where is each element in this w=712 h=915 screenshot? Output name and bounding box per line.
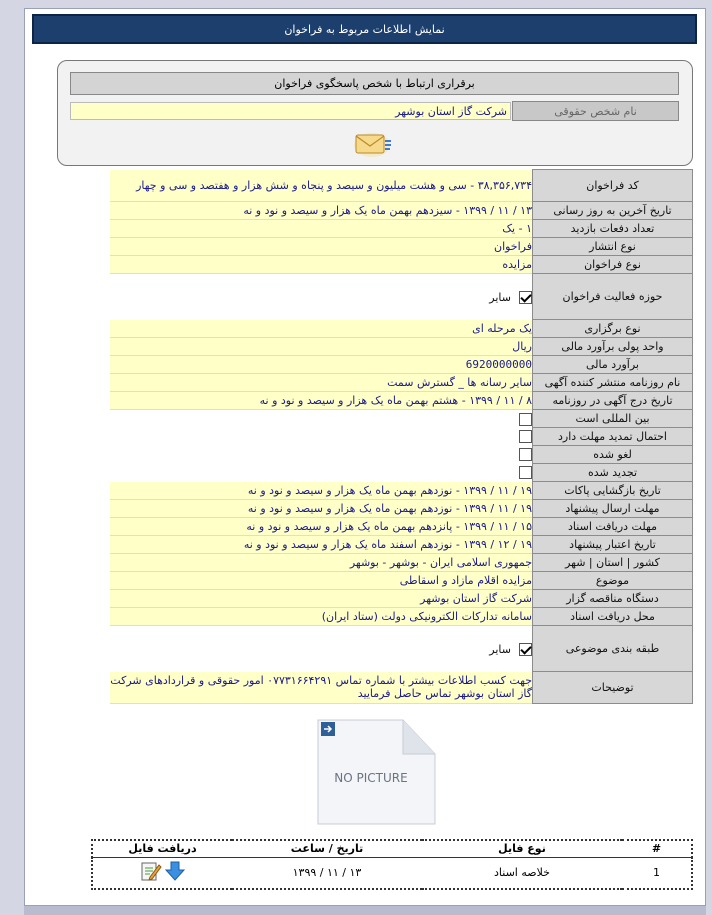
row-activity-area [110,274,693,320]
label-currency: واحد پولی برآورد مالی [533,338,693,356]
label-docs-deadline: مهلت دریافت اسناد [533,518,693,536]
value-category [110,626,533,672]
category-checkbox[interactable] [519,643,532,656]
label-estimate: برآورد مالی [533,356,693,374]
label-location: کشور | استان | شهر [533,554,693,572]
value-holding-type: یک مرحله ای [110,320,533,338]
activity-area-option: سایر [489,290,511,304]
value-newspaper: سایر رسانه ها _ گسترش سمت [110,374,533,392]
contact-header: برقراری ارتباط با شخص پاسخگوی فراخوان [70,72,679,95]
contact-label: نام شخص حقوقی [512,101,679,121]
value-location: جمهوری اسلامی ایران - بوشهر - بوشهر [110,554,533,572]
row-cancelled [110,446,693,464]
row-subject [110,572,693,590]
value-publish-type: فراخوان [110,238,533,256]
label-proposal-deadline: مهلت ارسال پیشنهاد [533,500,693,518]
info-table [110,169,693,704]
no-picture-text: NO PICTURE [334,771,408,785]
row-description [110,672,693,704]
value-validity-date: ۱۹ / ۱۲ / ۱۳۹۹ - نوزدهم اسفند ماه یک هزار و سیصد و نود و نه [110,536,533,554]
footer-bar [24,906,706,915]
value-last-update: ۱۳ / ۱۱ / ۱۳۹۹ - سیزدهم بهمن ماه یک هزار و سیصد و نود و نه [110,202,533,220]
value-code: ۳۸,۳۵۶,۷۳۴ - سی و هشت میلیون و سیصد و پنجاه و شش هزار و هفتصد و سی و چهار [110,170,533,202]
label-docs-place: محل دریافت اسناد [533,608,693,626]
file-num: 1 [653,866,660,880]
label-publish-type: نوع انتشار [533,238,693,256]
label-last-update: تاریخ آخرین به روز رسانی [533,202,693,220]
value-description: جهت کسب اطلاعات بیشتر با شماره تماس ۰۷۷۳۱۶۶۴۲۹۱ امور حقوقی و قراردادهای شرکت گاز استان بوشهر تماس حاصل فرمایید [110,672,533,704]
international-checkbox[interactable] [519,413,532,426]
row-currency [110,338,693,356]
row-newspaper-date [110,392,693,410]
label-organizer: دستگاه مناقصه گزار [533,590,693,608]
label-category: طبقه بندی موضوعی [533,626,693,672]
value-newspaper-date: ۸ / ۱۱ / ۱۳۹۹ - هشتم بهمن ماه یک هزار و سیصد و نود و نه [110,392,533,410]
category-option: سایر [489,642,511,656]
row-docs-deadline [110,518,693,536]
label-cancelled: لغو شده [533,446,693,464]
row-international [110,410,693,428]
label-subject: موضوع [533,572,693,590]
label-international: بین المللی است [533,410,693,428]
files-header-download: دریافت فایل [92,840,232,857]
row-docs-place [110,608,693,626]
download-arrow-icon[interactable] [164,860,186,882]
window-title: نمایش اطلاعات مربوط به فراخوان [32,14,697,44]
value-docs-place: سامانه تدارکات الکترونیکی دولت (ستاد ایران) [110,608,533,626]
value-organizer: شرکت گاز استان بوشهر [110,590,533,608]
row-last-update [110,202,693,220]
extension-checkbox[interactable] [519,430,532,443]
value-opening-date: ۱۹ / ۱۱ / ۱۳۹۹ - نوزدهم بهمن ماه یک هزار و سیصد و نود و نه [110,482,533,500]
label-newspaper: نام روزنامه منتشر کننده آگهی [533,374,693,392]
value-call-type: مزایده [110,256,533,274]
row-call-type [110,256,693,274]
label-call-type: نوع فراخوان [533,256,693,274]
table-row [92,857,692,889]
row-extension [110,428,693,446]
row-location [110,554,693,572]
label-newspaper-date: تاریخ درج آگهی در روزنامه [533,392,693,410]
files-table [91,839,693,890]
row-visit-count [110,220,693,238]
row-newspaper [110,374,693,392]
label-validity-date: تاریخ اعتبار پیشنهاد [533,536,693,554]
edit-document-icon[interactable] [140,860,162,882]
label-activity-area: حوزه فعالیت فراخوان [533,274,693,320]
contact-value: شرکت گاز استان بوشهر [70,102,511,120]
value-visit-count: ۱ - یک [110,220,533,238]
cancelled-checkbox[interactable] [519,448,532,461]
renewed-checkbox[interactable] [519,466,532,479]
row-opening-date [110,482,693,500]
label-visit-count: تعداد دفعات بازدید [533,220,693,238]
envelope-icon[interactable] [352,129,394,159]
value-activity-area [110,274,533,320]
value-estimate: 6920000000 [110,356,533,374]
label-code: کد فراخوان [533,170,693,202]
row-organizer [110,590,693,608]
row-publish-type [110,238,693,256]
row-proposal-deadline [110,500,693,518]
label-holding-type: نوع برگزاری [533,320,693,338]
value-subject: مزایده اقلام مازاد و اسقاطی [110,572,533,590]
files-header-date: تاریخ / ساعت [232,840,422,857]
file-type: خلاصه اسناد [494,866,550,880]
label-opening-date: تاریخ بازگشایی پاکات [533,482,693,500]
row-code [110,170,693,202]
row-validity-date [110,536,693,554]
files-header-row [92,840,692,857]
value-currency: ریال [110,338,533,356]
contact-panel [57,60,693,166]
label-extension: احتمال تمدید مهلت دارد [533,428,693,446]
file-download-cell [92,857,232,889]
label-renewed: تجدید شده [533,464,693,482]
label-description: توضیحات [533,672,693,704]
file-date: ۱۳ / ۱۱ / ۱۳۹۹ [292,866,362,880]
main-frame [24,8,706,906]
no-picture-image [315,718,437,826]
value-proposal-deadline: ۱۹ / ۱۱ / ۱۳۹۹ - نوزدهم بهمن ماه یک هزار و سیصد و نود و نه [110,500,533,518]
row-holding-type [110,320,693,338]
files-header-type: نوع فایل [422,840,622,857]
value-docs-deadline: ۱۵ / ۱۱ / ۱۳۹۹ - پانزدهم بهمن ماه یک هزار و سیصد و نود و نه [110,518,533,536]
row-estimate [110,356,693,374]
activity-area-checkbox[interactable] [519,291,532,304]
row-renewed [110,464,693,482]
files-header-num: # [622,840,692,857]
row-category [110,626,693,672]
